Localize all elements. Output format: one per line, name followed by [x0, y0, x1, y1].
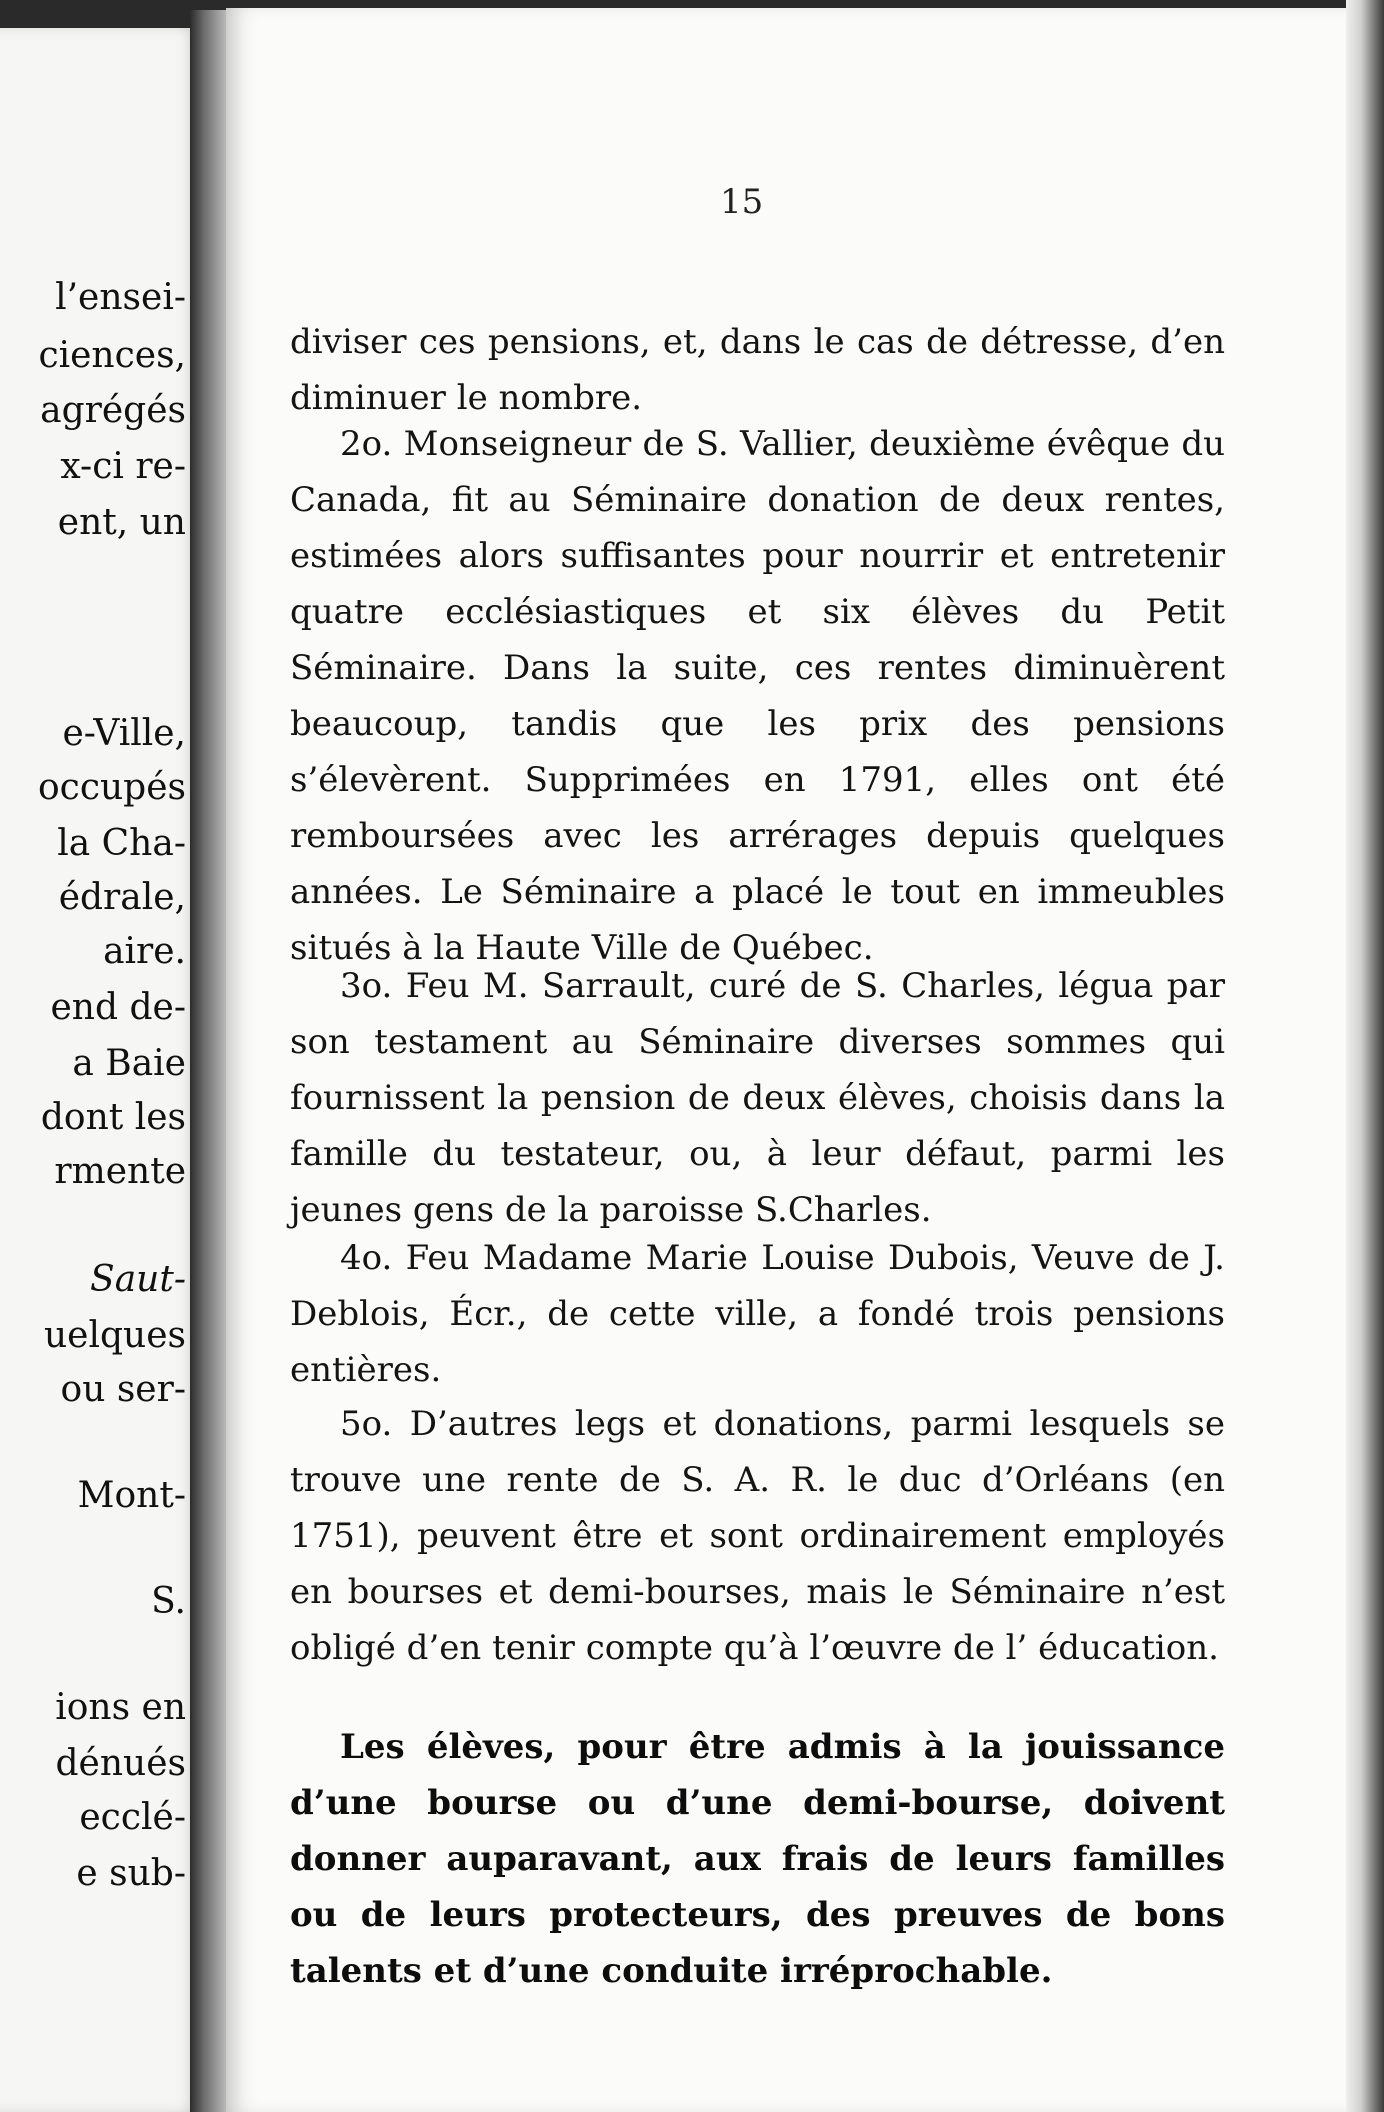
left-page-line: agrégés	[40, 390, 186, 431]
paragraph-3o: 3o. Feu M. Sarrault, curé de S. Charles, légua par son testament au Séminaire diverses sommes qui fournissent la pension de deux élèves, choisis dans la famille du testateur, ou, à leur défaut, parmi les jeunes gens de la paroisse S.Charles.	[290, 966, 1225, 1230]
left-page-line: l’ensei-	[55, 277, 186, 318]
page-edge	[1346, 0, 1384, 2112]
left-page-line: ciences,	[38, 335, 186, 376]
left-page-line: ent, un	[57, 502, 186, 543]
left-page-line: e-Ville,	[62, 713, 186, 754]
left-page-line: Saut-	[90, 1259, 186, 1300]
left-page-line: e sub-	[76, 1853, 186, 1894]
paragraph-2o: 2o. Monseigneur de S. Vallier, deuxième évêque du Canada, fit au Séminaire donation de deux rentes, estimées alors suffisantes pour nourrir et entretenir quatre ecclésiastiques et six élèves du Petit Séminaire. Dans la suite, ces rentes diminuèrent beaucoup, tandis que les prix des pensions s’élevèrent. Supprimées en 1791, elles ont été remboursées avec les arrérages depuis quelques années. Le Séminaire a placé le tout en immeubles situés à la Haute Ville de Québec.	[290, 424, 1225, 968]
left-page-line: Mont-	[77, 1475, 186, 1516]
left-page-line: édrale,	[58, 877, 186, 918]
left-page-line: S.	[151, 1581, 186, 1622]
left-page	[0, 28, 202, 2112]
left-page-line: rmente	[54, 1151, 186, 1192]
paragraph-continuation: diviser ces pensions, et, dans le cas de détresse, d’en diminuer le nombre.	[290, 322, 1225, 418]
left-page-line: dénués	[55, 1743, 186, 1784]
left-page-line: ou ser-	[60, 1369, 186, 1410]
paragraph-conditions: Les élèves, pour être admis à la jouissance d’une bourse ou d’une demi-bourse, doivent donner auparavant, aux frais de leurs familles ou de leurs protecteurs, des preuves de bons talents et d’une conduite irréprochable.	[290, 1727, 1225, 1991]
page-number: 15	[720, 182, 764, 222]
left-page-line: a Baie	[72, 1043, 186, 1084]
left-page-line: dont les	[40, 1097, 186, 1138]
left-page-line: ecclé-	[79, 1797, 186, 1838]
left-page-line: end de-	[50, 987, 186, 1028]
paragraph-5o: 5o. D’autres legs et donations, parmi lesquels se trouve une rente de S. A. R. le duc d’Orléans (en 1751), peuvent être et sont ordinairement employés en bourses et demi-bourses, mais le Séminaire n’est obligé d’en tenir compte qu’à l’œuvre de l’ éducation.	[290, 1404, 1225, 1668]
paragraph-4o: 4o. Feu Madame Marie Louise Dubois, Veuve de J. Deblois, Écr., de cette ville, a fondé trois pensions entières.	[290, 1238, 1225, 1390]
left-page-line: la Cha-	[57, 823, 186, 864]
left-page-line: x-ci re-	[60, 446, 186, 487]
left-page-line: uelques	[43, 1315, 186, 1356]
left-page-line: occupés	[37, 767, 186, 808]
left-page-line: ions en	[55, 1687, 186, 1728]
left-page-line: aire.	[103, 931, 186, 972]
